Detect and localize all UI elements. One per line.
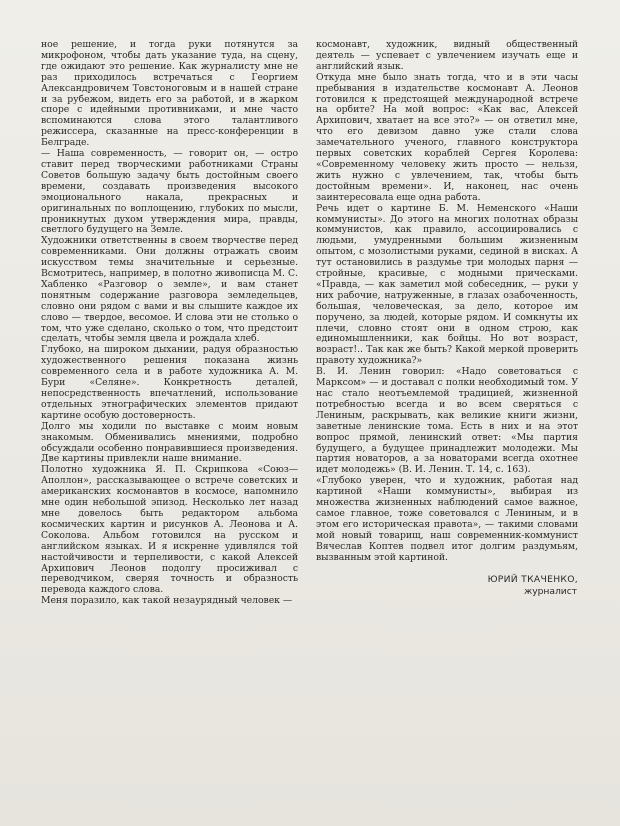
paragraph: Глубоко, на широком дыхании, радуя образностью художественного решения показана жизнь современного села и в работе художника А. М. Бури «Селяне». Конкретность деталей, непосредственность впечатлений, использование отдельных этнографических элементов придают картине особую достоверность. [41,344,298,421]
paragraph: — Наша современность, — говорит он, — остро ставит перед творческими работниками Страны Советов большую задачу быть достойным своего времени, создавать произведения высокого эмоционального накала, прекрасных и оригинальных по воплощению, глубоких по мысли, проникнутых духом утверждения мира, правды, светлого будущего на Земле. [41,148,298,236]
paragraph: В. И. Ленин говорил: «Надо советоваться с Марксом» — и доставал с полки необходимый том. У нас стало неотъемлемой традицией, жизненной потребностью всегда и во всем сверяться с Лениным, раскрывать, как великие книги жизни, заветные ленинские тома. Есть в них и на этот вопрос прямой, ленинский ответ: «Мы партия будущего, а будущее принадлежит молодежи. Мы партия новаторов, а за новаторами всегда охотнее идет молодежь» (В. И. Ленин. Т. 14, с. 163). [316,366,578,476]
author-signature [316,574,578,597]
author-name: ЮРИЙ ТКАЧЕНКО, [487,573,578,585]
right-column [316,40,578,597]
paragraph: Откуда мне было знать тогда, что и в эти часы пребывания в издательстве космонавт А. Леонов готовился к предстоящей международной встрече на орбите? На мой вопрос: «Как вас, Алексей Архипович, хватает на все это?» — он ответил мне, что его девизом давно уже стали слова замечательного ученого, главного конструктора первых советских кораблей Сергея Королева: «Современному человеку жить просто — нельзя, жить нужно с увлечением, так, чтобы быть достойным времени». И, наконец, нас очень заинтересовала еще одна работа. [316,71,578,203]
author-role: журналист [524,585,577,597]
left-column [41,40,298,607]
paragraph: Речь идет о картине Б. М. Неменского «Наши коммунисты». До этого на многих полотнах образы коммунистов, как правило, ассоциировались с людьми, умудренными большим жизненным опытом, с мозолистыми руками, сединой в висках. А тут остановились в раздумье три молодых парня — стройные, красивые, с модными прическами. «Правда, — как заметил мой собеседник, — руки у них рабочие, натруженные, в глазах озабоченность, большая, человеческая, за дело, которое им поручено, за людей, которые рядом. И сомкнуты их плечи, словно стоят они в одном строю, как единомышленники, как бойцы. Но вот возраст, возраст!.. Так как же быть? Какой меркой проверить правоту художника?» [316,202,578,367]
paragraph: космонавт, художник, видный общественный деятель — успевает с увлечением изучать еще и английский язык. [316,39,578,72]
paragraph: Долго мы ходили по выставке с моим новым знакомым. Обменивались мнениями, подробно обсуждали особенно понравившиеся произведения. Две картины привлекли наше внимание. [41,420,298,465]
paragraph: «Глубоко уверен, что и художник, работая над картиной «Наши коммунисты», выбирая из множества жизненных наблюдений самое важное, самое главное, тоже советовался с Лениным, и в этом его историческая правота», — такими словами мой новый товарищ, наш современник-коммунист Вячеслав Коптев подвел итог долгим раздумьям, вызванным этой картиной. [316,475,578,563]
paragraph: Художники ответственны в своем творчестве перед современниками. Они должны отражать своим искусством темы значительные и серьезные. Всмотритесь, например, в полотно живописца М. С. Хабленко «Разговор о земле», и вам станет понятным содержание разговора земледельцев, словно они рядом с вами и вы слышите каждое их слово — твердое, весомое. И слова эти не столько о том, что уже сделано, сколько о том, что предстоит сделать, чтобы земля цвела и рождала хлеб. [41,235,298,345]
paragraph: Меня поразило, как такой незаурядный человек — [41,595,293,607]
paragraph: ное решение, и тогда руки потянутся за микрофоном, чтобы дать указание туда, на сцену, где ожидают это решение. Как журналисту мне не раз приходилось встречаться с Георгием Александровичем Товстоноговым и в нашей стране и за рубежом, видеть его за работой, и в жарком споре с идейными противниками, и мне часто вспоминаются слова этого талантливого режиссера, сказанные на пресс-конференции в Белграде. [41,39,298,149]
paragraph: Полотно художника Я. П. Скрипкова «Союз—Аполлон», рассказывающее о встрече советских и американских космонавтов в космосе, напомнило мне один небольшой эпизод. Несколько лет назад мне довелось быть редактором альбома космических картин и рисунков А. Леонова и А. Соколова. Альбом готовился на русском и английском языках. И я искренне удивлялся той настойчивости и терпеливости, с какой Алексей Архипович Леонов подолгу просиживал с переводчиком, сверяя точность и образность перевода каждого слова. [41,464,298,596]
